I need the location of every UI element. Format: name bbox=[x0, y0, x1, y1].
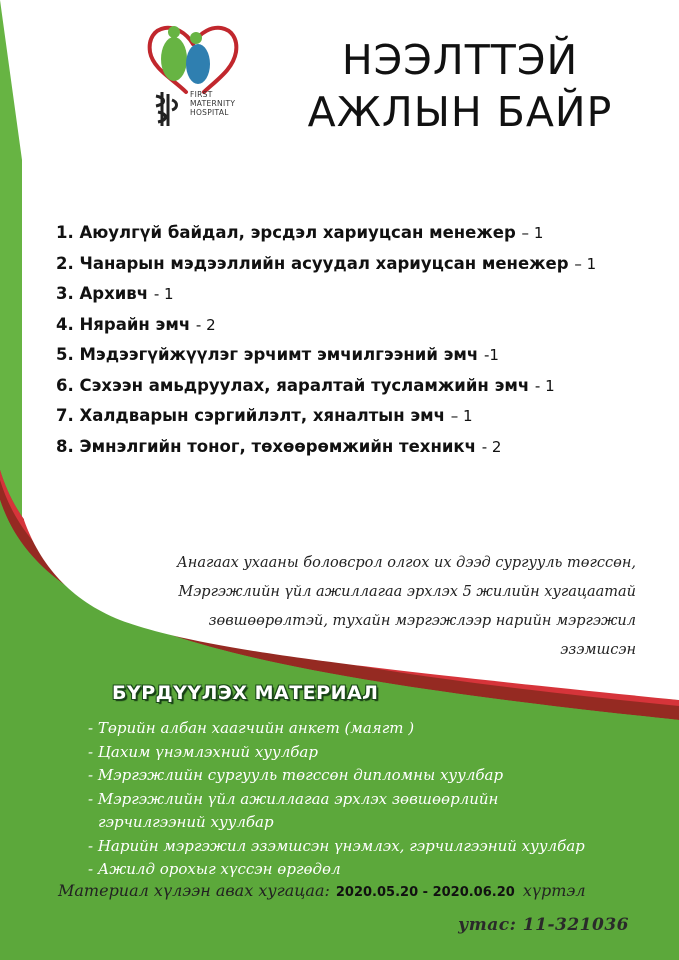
requirement-line: эзэмшсэн bbox=[560, 642, 636, 658]
material-item: - Төрийн албан хаагчийн анкет (маягт ) bbox=[88, 719, 415, 737]
requirement-line: Анагаах ухааны боловсрол олгох их дээд сургууль төгссөн, bbox=[176, 555, 636, 571]
logo-text bbox=[190, 90, 235, 117]
job-positions-list bbox=[56, 218, 596, 462]
requirement-line: Мэргэжлийн үйл ажиллагаа эрхлэх 5 жилийн хугацаатай bbox=[178, 584, 636, 600]
logo-text-line: MATERNITY bbox=[190, 99, 236, 108]
position-item: 7. Халдварын сэргийлэлт, хяналтын эмч – 1 bbox=[56, 406, 473, 425]
logo-text-line: FIRST bbox=[190, 90, 213, 99]
mongol-script-icon bbox=[156, 92, 177, 126]
page-title bbox=[300, 34, 620, 138]
material-item-continuation: гэрчилгээний хуулбар bbox=[98, 813, 274, 831]
material-item: - Мэргэжлийн үйл ажиллагаа эрхлэх зөвшөөрлийн bbox=[88, 789, 499, 808]
position-item: 1. Аюулгүй байдал, эрсдэл хариуцсан менежер – 1 bbox=[56, 223, 544, 242]
position-item: 3. Архивч - 1 bbox=[56, 284, 174, 303]
position-item: 8. Эмнэлгийн тоног, төхөөрөмжийн техникч - 2 bbox=[56, 436, 502, 456]
material-item: - Цахим үнэмлэхний хуулбар bbox=[88, 742, 318, 761]
position-item: 2. Чанарын мэдээллийн асуудал хариуцсан менежер – 1 bbox=[56, 253, 597, 273]
deadline-label: Материал хүлээн авах хугацаа: bbox=[58, 881, 330, 900]
materials-list bbox=[88, 717, 585, 882]
position-item: 5. Мэдээгүйжүүлэг эрчимт эмчилгээний эмч -1 bbox=[56, 345, 499, 364]
person-icon bbox=[161, 37, 187, 81]
deadline-line bbox=[58, 881, 586, 900]
material-item: - Нарийн мэргэжил эзэмшсэн үнэмлэх, гэрчилгээний хуулбар bbox=[88, 836, 585, 855]
deadline-dates: 2020.05.20 - 2020.06.20 bbox=[335, 885, 515, 900]
title-line-2: АЖЛЫН БАЙР bbox=[307, 88, 613, 136]
title-line-1: НЭЭЛТТЭЙ bbox=[341, 36, 579, 84]
position-item: 6. Сэхээн амьдруулах, яаралтай тусламжийн эмч - 1 bbox=[56, 375, 555, 395]
material-item: - Ажилд орохыг хүссэн өргөдөл bbox=[88, 860, 341, 878]
phone-number: утас: 11-321036 bbox=[458, 915, 629, 935]
deadline-suffix: хүртэл bbox=[522, 881, 586, 900]
logo-text-line: HOSPITAL bbox=[190, 108, 229, 117]
position-item: 4. Нярайн эмч - 2 bbox=[56, 314, 216, 334]
material-item: - Мэргэжлийн сургууль төгссөн дипломны хуулбар bbox=[88, 766, 504, 784]
requirement-line: зөвшөөрөлтэй, тухайн мэргэжлээр нарийн мэргэжил bbox=[208, 613, 636, 629]
materials-heading: БҮРДҮҮЛЭХ МАТЕРИАЛ bbox=[112, 682, 379, 704]
requirements-text bbox=[86, 549, 636, 665]
